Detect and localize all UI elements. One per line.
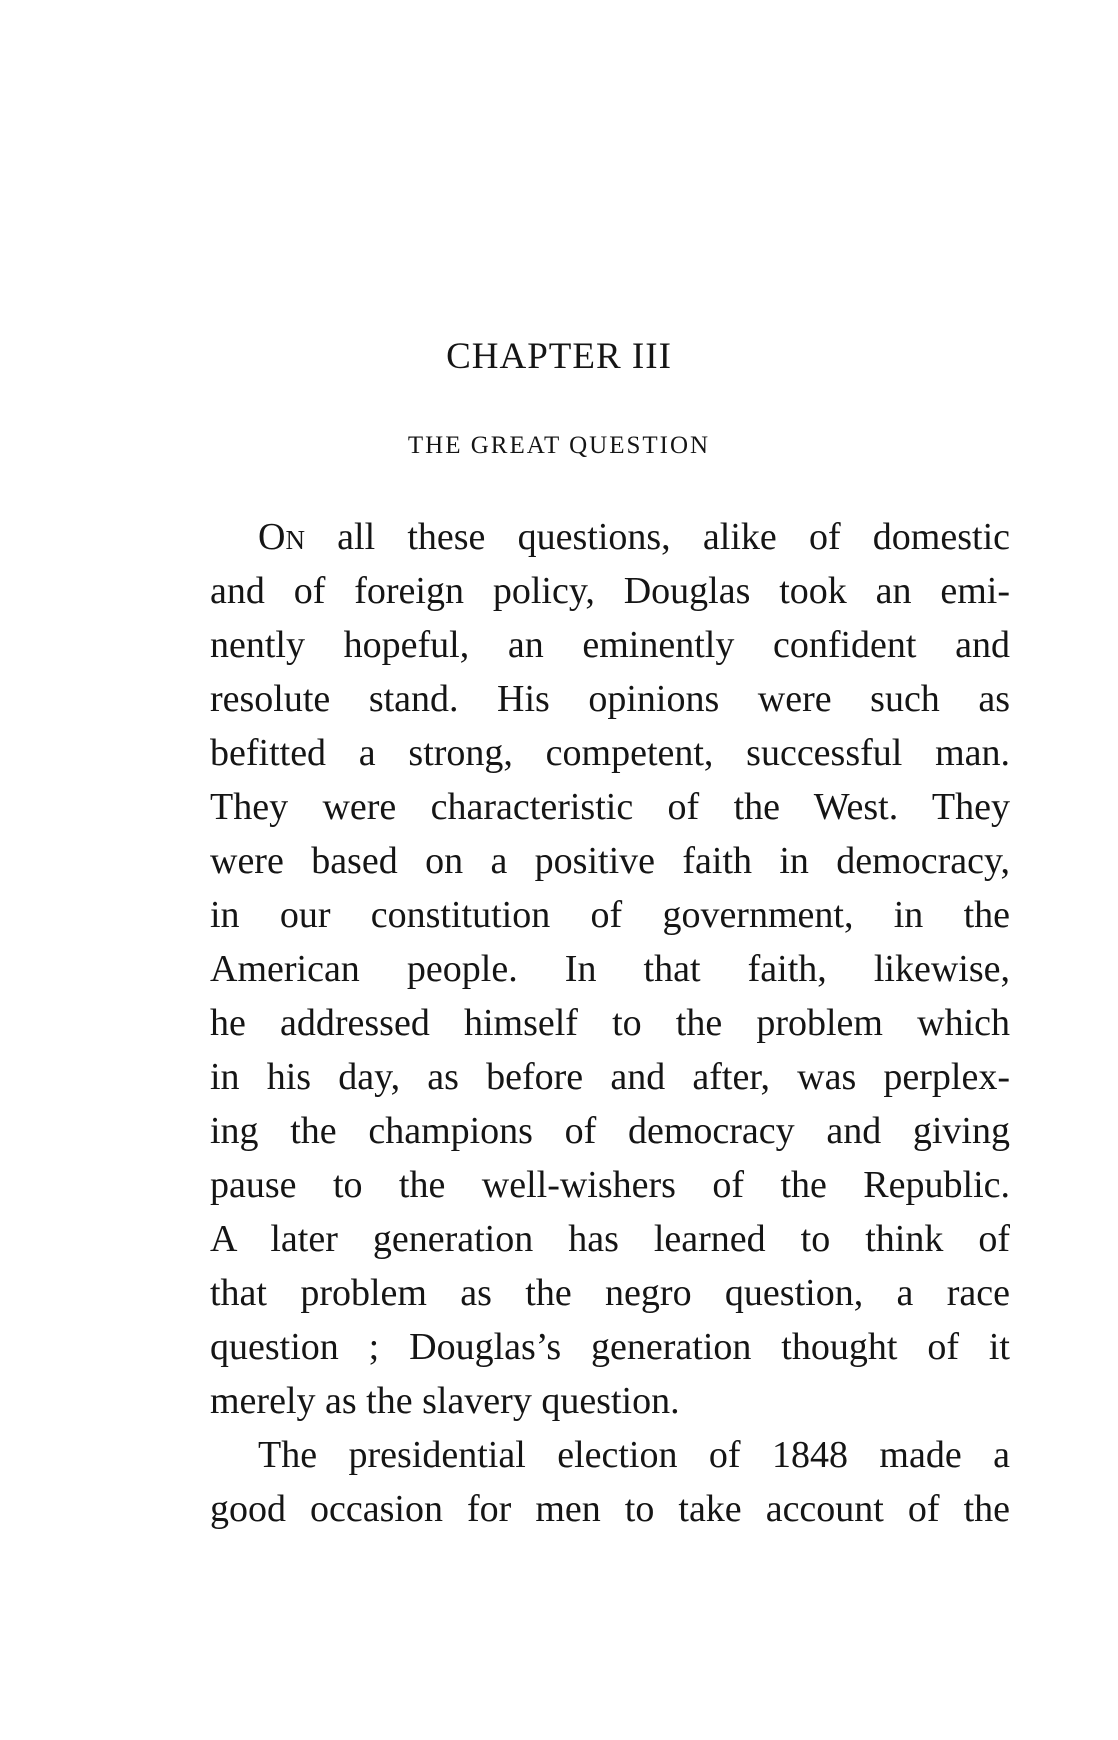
text-line: American people. In that faith, likewise, bbox=[210, 948, 1010, 990]
chapter-title: CHAPTER III bbox=[446, 336, 672, 377]
body-text bbox=[210, 510, 1010, 1536]
text-line: ing the champions of democracy and giving bbox=[210, 1110, 1010, 1152]
paragraph-1 bbox=[210, 510, 1010, 1428]
text-line: They were characteristic of the West. They bbox=[210, 786, 1010, 828]
text-line: question ; Douglas’s generation thought of it bbox=[210, 1326, 1010, 1368]
text-line: and of foreign policy, Douglas took an emi- bbox=[210, 570, 1010, 612]
text-line: nently hopeful, an eminently confident and bbox=[210, 624, 1010, 666]
text-line: in our constitution of government, in the bbox=[210, 894, 1010, 936]
text-line: merely as the slavery question. bbox=[210, 1380, 680, 1422]
text-line: On all these questions, alike of domestic bbox=[258, 516, 1010, 558]
text-line: that problem as the negro question, a race bbox=[210, 1272, 1010, 1314]
text-line: The presidential election of 1848 made a bbox=[258, 1434, 1010, 1476]
text-line: were based on a positive faith in democracy, bbox=[210, 840, 1010, 882]
paragraph-2 bbox=[210, 1428, 1010, 1536]
text-line: in his day, as before and after, was perplex- bbox=[210, 1056, 1010, 1098]
text-line: befitted a strong, competent, successful man. bbox=[210, 732, 1010, 774]
text-line: pause to the well-wishers of the Republic. bbox=[210, 1164, 1010, 1206]
text-line: he addressed himself to the problem which bbox=[210, 1002, 1010, 1044]
text-line: A later generation has learned to think of bbox=[210, 1218, 1010, 1260]
text-line: resolute stand. His opinions were such as bbox=[210, 678, 1010, 720]
chapter-subtitle: THE GREAT QUESTION bbox=[407, 432, 711, 459]
lead-word: On bbox=[258, 516, 305, 558]
text-line: good occasion for men to take account of the bbox=[210, 1488, 1010, 1530]
